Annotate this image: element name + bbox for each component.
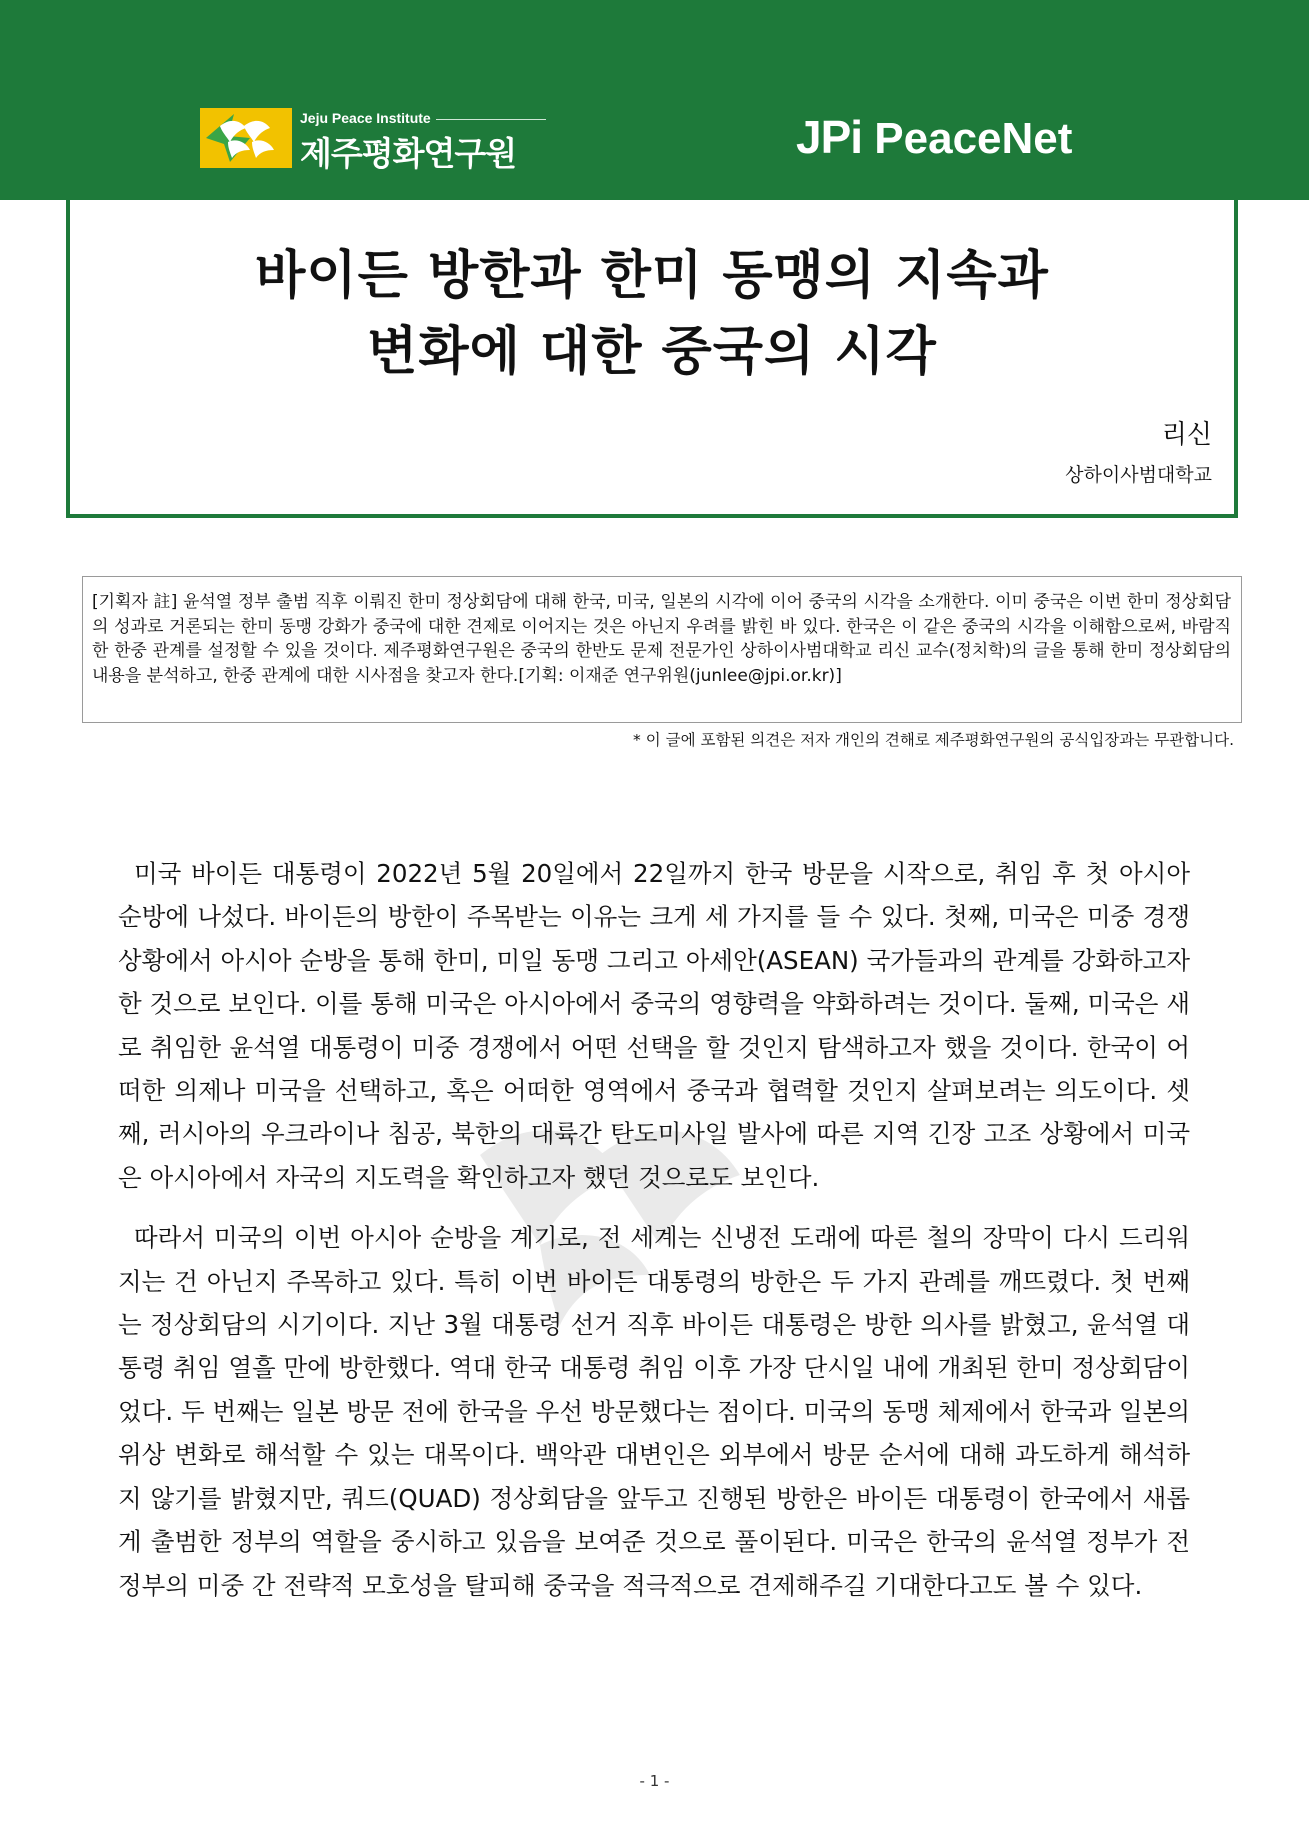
article-body [118,852,1190,1624]
brand-name: PeaceNet [874,114,1073,163]
editor-note-text: [기획자 註] 윤석열 정부 출범 직후 이뤄진 한미 정상회담에 대해 한국, 미국, 일본의 시각에 이어 중국의 시각을 소개한다. 이미 중국은 이번 한미 정상회담의 성과로 거론되는 한미 동맹 강화가 중국에 대한 견제로 이어지는 것은 아닌지 우려를 밝힌 바 있다. 한국은 이 같은 중국의 시각을 이해함으로써, 바람직한 한중 관계를 설정할 수 있을 것이다. 제주평화연구원은 중국의 한반도 문제 전문가인 상하이사범대학교 리신 교수(정치학)의 글을 통해 한미 정상회담의 내용을 분석하고, 한중 관계에 대한 시사점을 찾고자 한다.[기획: 이재준 연구위원(junlee@jpi.or.kr)] [92,592,1231,686]
jpi-peacenet-logo[interactable] [796,110,1072,164]
author-affiliation: 상하이사범대학교 [1065,464,1212,486]
jeju-peace-institute-logo[interactable] [200,104,560,174]
body-paragraph-1: 미국 바이든 대통령이 2022년 5월 20일에서 22일까지 한국 방문을 시작으로, 취임 후 첫 아시아 순방에 나섰다. 바이든의 방한이 주목받는 이유는 크게 세 가지를 들 수 있다. 첫째, 미국은 미중 경쟁 상황에서 아시아 순방을 통해 한미, 미일 동맹 그리고 아세안(ASEAN) 국가들과의 관계를 강화하고자 한 것으로 보인다. 이를 통해 미국은 아시아에서 중국의 영향력을 약화하려는 것이다. 둘째, 미국은 새로 취임한 윤석열 대통령이 미중 경쟁에서 어떤 선택을 할 것인지 탐색하고자 했을 것이다. 한국이 어떠한 의제나 미국을 선택하고, 혹은 어떠한 영역에서 중국과 협력할 것인지 살펴보려는 의도이다. 셋째, 러시아의 우크라이나 침공, 북한의 대륙간 탄도미사일 발사에 따른 지역 긴장 고조 상황에서 미국은 아시아에서 자국의 지도력을 확인하고자 했던 것으로도 보인다. [118,859,1190,1192]
dove-logo-icon [200,108,292,168]
page-title [70,238,1234,390]
brand-prefix: JPi [796,111,863,163]
editor-note-box [82,576,1242,723]
disclaimer-note: * 이 글에 포함된 의견은 저자 개인의 견해로 제주평화연구원의 공식입장과는 무관합니다. [633,731,1234,749]
title-line-2: 변화에 대한 중국의 시각 [367,322,937,382]
title-line-1: 바이든 방한과 한미 동맹의 지속과 [255,246,1049,306]
body-paragraph-2: 따라서 미국의 이번 아시아 순방을 계기로, 전 세계는 신냉전 도래에 따른 철의 장막이 다시 드리워지는 건 아닌지 주목하고 있다. 특히 이번 바이든 대통령의 방한은 두 가지 관례를 깨뜨렸다. 첫 번째는 정상회담의 시기이다. 지난 3월 대통령 선거 직후 바이든 대통령은 방한 의사를 밝혔고, 윤석열 대통령 취임 열흘 만에 방한했다. 역대 한국 대통령 취임 이후 가장 단시일 내에 개최된 한미 정상회담이었다. 두 번째는 일본 방문 전에 한국을 우선 방문했다는 점이다. 미국의 동맹 체제에서 한국과 일본의 위상 변화로 해석할 수 있는 대목이다. 백악관 대변인은 외부에서 방문 순서에 대해 과도하게 해석하지 않기를 밝혔지만, 쿼드(QUAD) 정상회담을 앞두고 진행된 방한은 바이든 대통령이 한국에서 새롭게 출범한 정부의 역할을 중시하고 있음을 보여준 것으로 풀이된다. 미국은 한국의 윤석열 정부가 전 정부의 미중 간 전략적 모호성을 탈피해 중국을 적극적으로 견제해주길 기대한다고도 볼 수 있다. [118,1223,1190,1600]
author-name: 리신 [1161,420,1212,450]
page-number: - 1 - [639,1772,670,1790]
institute-name-rule [436,119,546,120]
institute-korean-name: 제주평화연구원 [300,134,517,173]
institute-english-name: Jeju Peace Institute [300,110,431,126]
